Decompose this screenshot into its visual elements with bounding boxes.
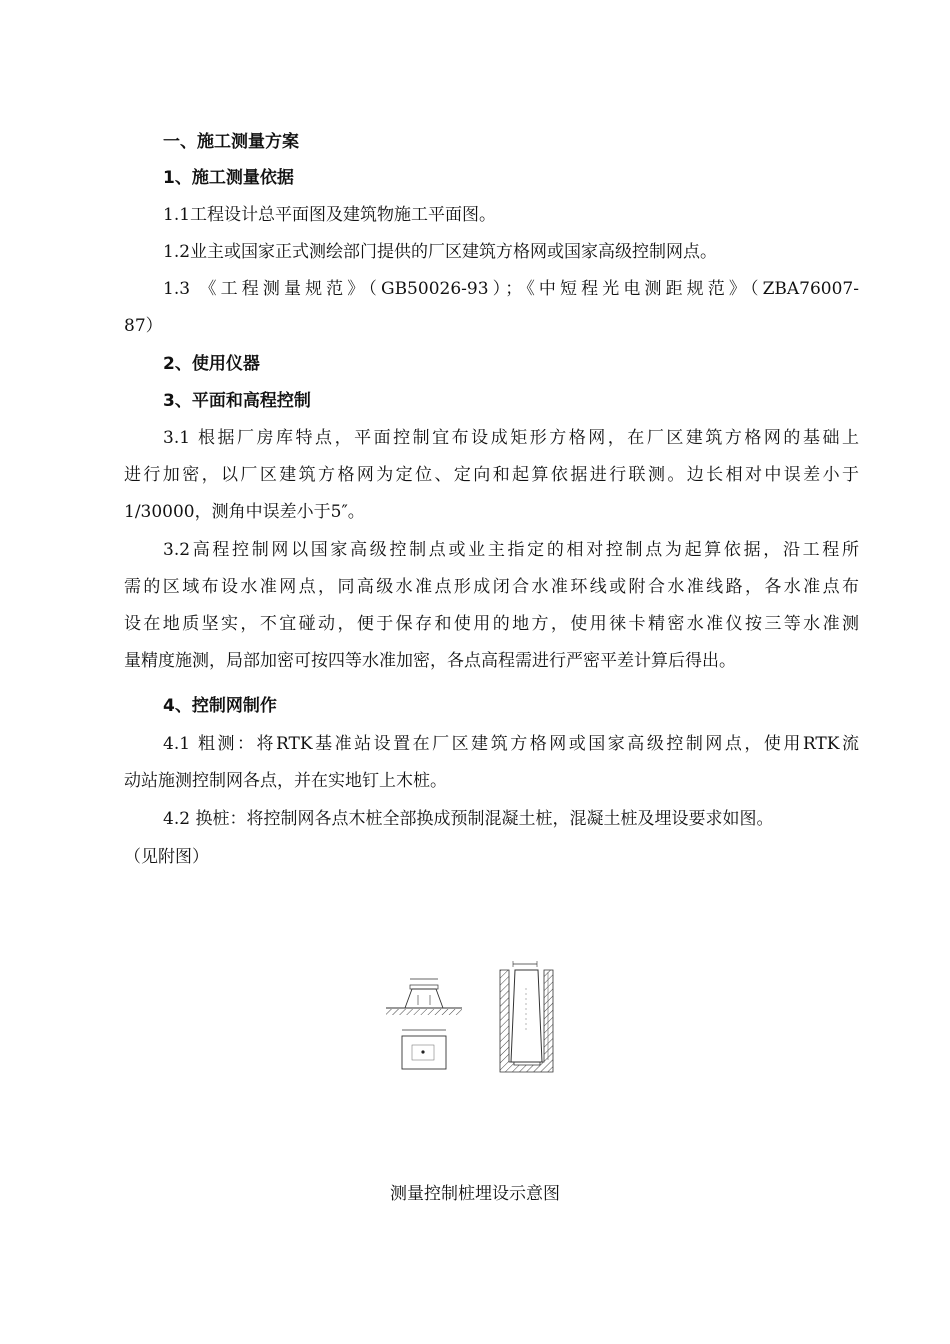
paragraph-3-2-line-1: 3.2高程控制网以国家高级控制点或业主指定的相对控制点为起算依据，沿工程所 bbox=[163, 540, 859, 560]
subsection-heading-3: 3、平面和高程控制 bbox=[163, 391, 311, 411]
paragraph-3-1-line-3: 1/30000，测角中误差小于5″。 bbox=[124, 502, 365, 522]
figure-caption: 测量控制桩埋设示意图 bbox=[390, 1184, 560, 1204]
paragraph-4-2-line-1: 4.2 换桩：将控制网各点木桩全部换成预制混凝土桩，混凝土桩及埋设要求如图。 bbox=[163, 809, 774, 829]
paragraph-4-1-line-2: 动站施测控制网各点，并在实地钉上木桩。 bbox=[124, 771, 447, 791]
paragraph-3-2-line-4: 量精度施测，局部加密可按四等水准加密，各点高程需进行严密平差计算后得出。 bbox=[124, 651, 736, 671]
paragraph-4-2-line-2: （见附图） bbox=[124, 847, 209, 867]
paragraph-1-2: 1.2业主或国家正式测绘部门提供的厂区建筑方格网或国家高级控制网点。 bbox=[163, 242, 718, 262]
subsection-heading-4: 4、控制网制作 bbox=[163, 696, 277, 716]
pile-plan-view bbox=[402, 1030, 446, 1069]
subsection-heading-2: 2、使用仪器 bbox=[163, 354, 260, 374]
subsection-heading-1: 1、施工测量依据 bbox=[163, 168, 294, 188]
paragraph-3-2-line-2: 需的区域布设水准网点，同高级水准点形成闭合水准环线或附合水准线路，各水准点布 bbox=[124, 577, 859, 597]
paragraph-3-2-line-3: 设在地质坚实，不宜碰动，便于保存和使用的地方，使用徕卡精密水准仪按三等水准测 bbox=[124, 614, 859, 634]
section-heading: 一、施工测量方案 bbox=[163, 132, 299, 152]
paragraph-4-1-line-1: 4.1 粗测：将RTK基准站设置在厂区建筑方格网或国家高级控制网点，使用RTK流 bbox=[163, 734, 859, 754]
paragraph-1-3-line-1: 1.3 《工程测量规范》（GB50026-93）；《中短程光电测距规范》（ZBA76007- bbox=[163, 279, 859, 299]
paragraph-1-3-line-2: 87） bbox=[124, 316, 163, 336]
paragraph-3-1-line-1: 3.1 根据厂房库特点，平面控制宜布设成矩形方格网，在厂区建筑方格网的基础上 bbox=[163, 428, 859, 448]
paragraph-3-1-line-2: 进行加密，以厂区建筑方格网为定位、定向和起算依据进行联测。边长相对中误差小于 bbox=[124, 465, 859, 485]
pile-section-view bbox=[500, 961, 553, 1072]
pile-elevation-view bbox=[386, 979, 462, 1015]
paragraph-1-1: 1.1工程设计总平面图及建筑物施工平面图。 bbox=[163, 205, 497, 225]
